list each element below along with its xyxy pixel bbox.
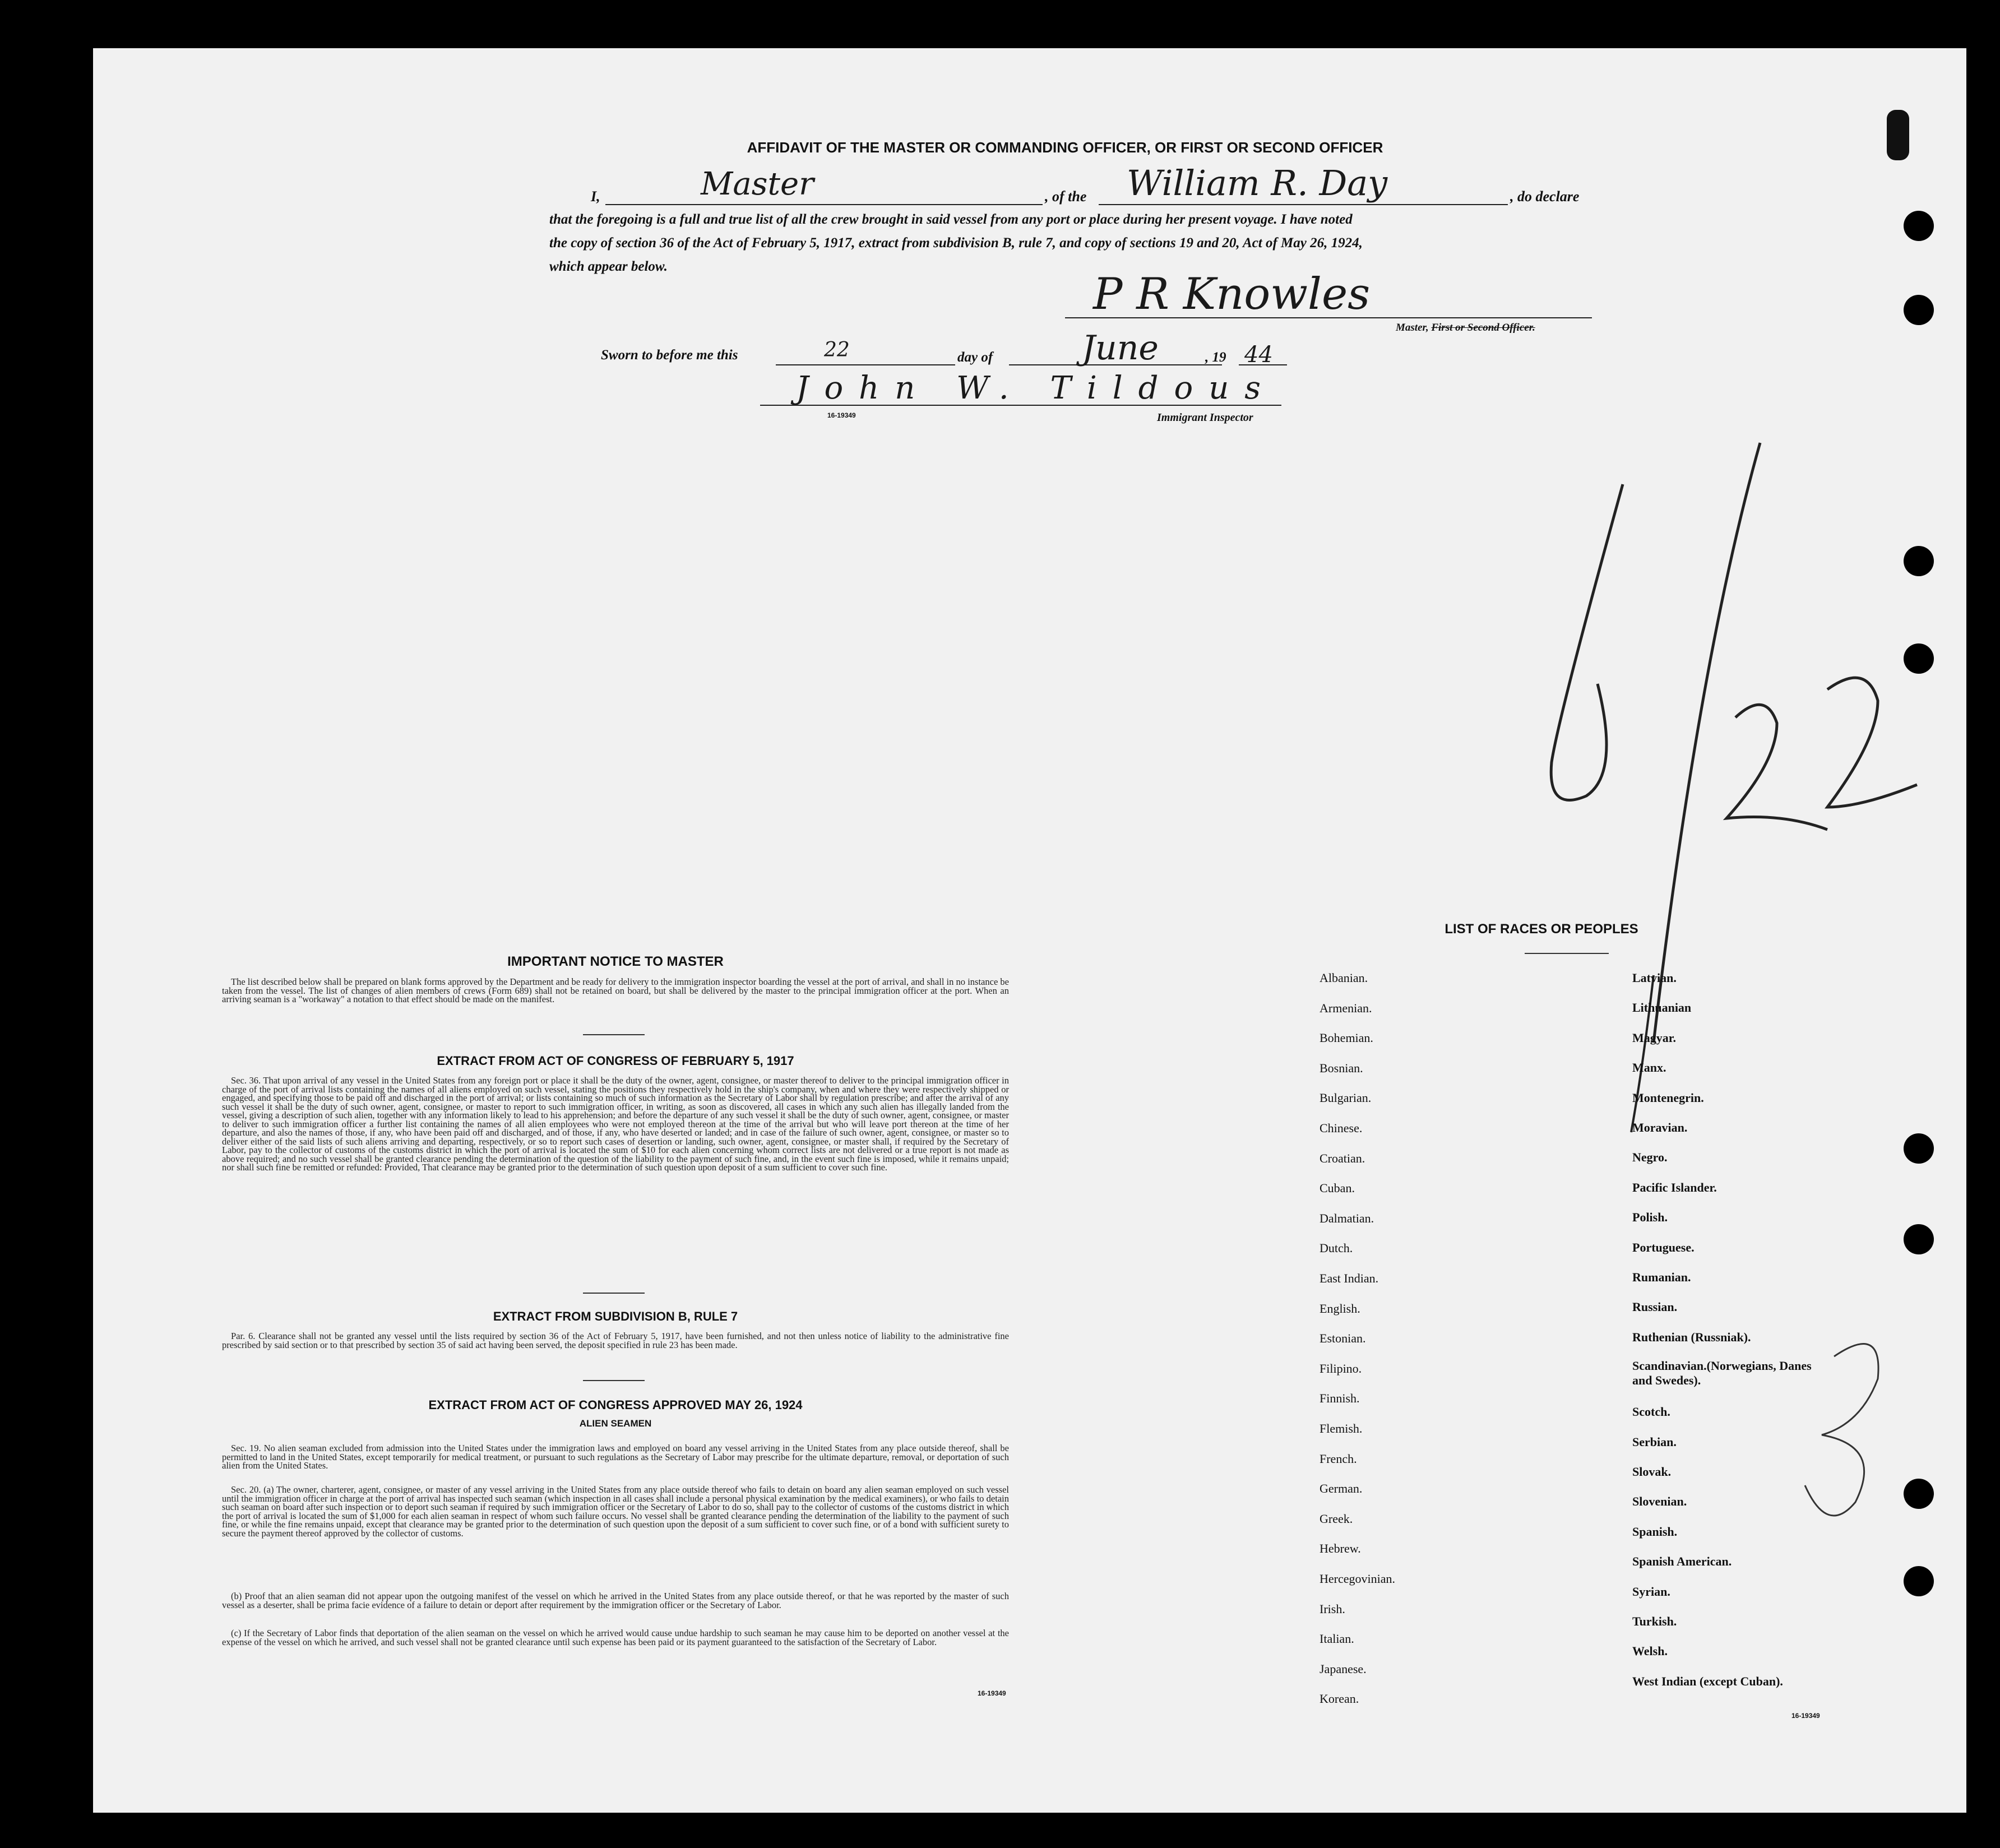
race-item: Albanian. [1320, 971, 1368, 985]
caption-officers: First or Second Officer. [1431, 322, 1535, 334]
caption-master: Master, [1396, 322, 1429, 334]
race-item: Dalmatian. [1320, 1211, 1374, 1225]
handwritten-day: 22 [824, 339, 850, 362]
affidavit-line-3: the copy of section 36 of the Act of February 5, 1917, extract from subdivision B, rule 7, and copy of sections 19 and 20, Act of May 26, 1924, [549, 235, 1363, 251]
race-item: Spanish. [1632, 1524, 1678, 1539]
handwritten-rank: Master [701, 166, 814, 202]
race-item: Bulgarian. [1320, 1091, 1372, 1105]
race-item: Turkish. [1632, 1614, 1677, 1628]
race-item: French. [1320, 1451, 1357, 1466]
vessel-blank [1099, 204, 1508, 205]
notice-body: The list described below shall be prepared on blank forms approved by the Department and be ready for delivery to the immigration inspector boarding the vessel at the port of arrival, and shall in no instance be taken from the vessel. The list of changes of alien members of crews (Form 689) shall not be retained on board, but shall be delivered by the master to the principal immigration officer at the port. When an arriving seaman is a "workaway" a notation to that effect should be made on the manifest. [222, 976, 1009, 1004]
race-item: Bosnian. [1320, 1060, 1363, 1075]
race-item: Japanese. [1320, 1661, 1367, 1676]
race-item: Estonian. [1320, 1331, 1366, 1346]
race-item: Portuguese. [1632, 1240, 1695, 1254]
race-item: German. [1320, 1481, 1363, 1496]
punch-hole [1904, 211, 1934, 241]
races-form-number: 16-19349 [1791, 1712, 1820, 1720]
pencil-annotation [1513, 426, 1939, 1659]
race-item: Polish. [1632, 1210, 1668, 1225]
affidavit-title: AFFIDAVIT OF THE MASTER OR COMMANDING OFFICER, OR FIRST OR SECOND OFFICER [747, 139, 1383, 156]
race-item: Filipino. [1320, 1361, 1362, 1375]
race-item: English. [1320, 1301, 1360, 1316]
sec-20b-body: (b) Proof that an alien seaman did not appear upon the outgoing manifest of the vessel on which he arrived in the United States from any place outside thereof, or that he was reported by the master of such vessel as a deserter, shall be prima facie evidence of a failure to detain or deport after requirement by the immigration officer or the Secretary of Labor. [222, 1591, 1009, 1610]
inspector-line [760, 405, 1281, 406]
inspector-caption: Immigrant Inspector [1157, 411, 1253, 424]
inspector-signature: John W. Tildous [796, 370, 1277, 406]
form-number: 16-19349 [978, 1689, 1006, 1697]
race-item: Italian. [1320, 1632, 1354, 1646]
signature-line [1065, 317, 1592, 318]
race-item: West Indian (except Cuban). [1632, 1674, 1783, 1688]
day-blank [776, 364, 955, 365]
rank-blank [605, 204, 1043, 205]
sec-20a-body: Sec. 20. (a) The owner, charterer, agent, consignee, or master of any vessel arriving in the United States from any place outside thereof who fails to detain on board any alien seaman employed on such vessel until the immigration officer in charge at the port of arrival has inspected such seaman (which inspection in all cases shall include a personal physical examination by the medical examiners), or who fails to detain such seaman on board after such inspection or to deport such seaman if required by such immigration officer or the Secretary of Labor to do so, shall pay to the collector of customs of the customs district in which the port of arrival is located the sum of $1,000 for each alien seaman in respect of whom such failure occurs. No vessel shall be granted clearance pending the determination of the liability to the payment of such fine, or while the fine remains unpaid, except that clearance may be granted prior to the determination of such question upon the deposit of a sum sufficient to cover such fine, or of a bond with sufficient surety to secure the payment thereof approved by the collector of customs. [222, 1484, 1009, 1539]
race-item: Spanish American. [1632, 1554, 1732, 1569]
race-item: Ruthenian (Russniak). [1632, 1330, 1751, 1344]
race-item: Montenegrin. [1632, 1090, 1704, 1105]
affidavit-line-2: that the foregoing is a full and true list of all the crew brought in said vessel from any port or place during her present voyage. I have noted [549, 212, 1353, 227]
divider [583, 1293, 645, 1294]
race-item: Croatian. [1320, 1151, 1365, 1165]
extract-1917-title: EXTRACT FROM ACT OF CONGRESS OF FEBRUARY 5, 1917 [437, 1054, 794, 1068]
extract-1924-subtitle: ALIEN SEAMEN [579, 1418, 652, 1429]
handwritten-vessel: William R. Day [1127, 163, 1388, 203]
race-item: Bohemian. [1320, 1031, 1373, 1045]
race-item: East Indian. [1320, 1271, 1379, 1285]
master-signature: P R Knowles [1093, 269, 1371, 319]
race-item: Rumanian. [1632, 1270, 1691, 1284]
race-item: Moravian. [1632, 1120, 1688, 1134]
race-item: Scandinavian.(Norwegians, Danes and Swedes). [1632, 1359, 1812, 1388]
race-item: Magyar. [1632, 1030, 1677, 1045]
race-item: Lithuanian [1632, 1001, 1692, 1015]
extract-rule7-body: Par. 6. Clearance shall not be granted any vessel until the lists required by section 36 of the Act of February 5, 1917, have been furnished, and not then unless notice of liability to the administrative fine prescribed by said section or to that prescribed by section 35 of said act having been served, the deposit specified in rule 23 has been made. [222, 1331, 1009, 1350]
sec-19-body: Sec. 19. No alien seaman excluded from admission into the United States under the immigration laws and employed on board any vessel arriving in the United States from any place outside thereof, shall be permitted to land in the United States, except temporarily for medical treatment, or pursuant to such regulations as the Secretary of Labor may prescribe for the ultimate departure, removal, or deportation of such alien from the United States. [222, 1443, 1009, 1471]
race-item: Cuban. [1320, 1181, 1355, 1196]
races-title-rule [1525, 953, 1609, 954]
affidavit-line-4: which appear below. [549, 259, 668, 274]
extract-rule7-title: EXTRACT FROM SUBDIVISION B, RULE 7 [493, 1309, 738, 1323]
race-item: Serbian. [1632, 1434, 1677, 1449]
races-title: LIST OF RACES OR PEOPLES [1445, 921, 1638, 937]
race-item: Welsh. [1632, 1644, 1668, 1659]
race-item: Russian. [1632, 1300, 1678, 1314]
form-number-small: 16-19349 [827, 411, 856, 419]
race-item: Chinese. [1320, 1121, 1363, 1135]
notice-title: IMPORTANT NOTICE TO MASTER [507, 954, 724, 969]
sworn-text-a: Sworn to before me this [601, 348, 738, 363]
sworn-text-b: day of [957, 350, 993, 365]
signature-caption [1396, 322, 1535, 334]
race-item: Hercegovinian. [1320, 1572, 1395, 1586]
divider [583, 1380, 645, 1381]
race-item: Korean. [1320, 1692, 1359, 1706]
binding-clip [1887, 110, 1909, 160]
handwritten-year: 44 [1244, 342, 1273, 368]
race-item: Armenian. [1320, 1001, 1372, 1015]
sworn-text-c: , 19 [1205, 350, 1226, 365]
race-item: Slovak. [1632, 1465, 1672, 1479]
affidavit-of-the: , of the [1045, 188, 1087, 205]
race-item: Slovenian. [1632, 1494, 1687, 1509]
race-item: Syrian. [1632, 1584, 1670, 1599]
affidavit-i: I, [591, 188, 600, 205]
race-item: Finnish. [1320, 1391, 1360, 1406]
punch-hole [1904, 295, 1934, 325]
race-item: Scotch. [1632, 1405, 1670, 1419]
divider [583, 1034, 645, 1035]
race-item: Negro. [1632, 1150, 1668, 1165]
race-item: Manx. [1632, 1060, 1666, 1075]
race-item: Latvian. [1632, 971, 1677, 985]
extract-1924-title: EXTRACT FROM ACT OF CONGRESS APPROVED MAY 26, 1924 [428, 1398, 803, 1412]
race-item: Hebrew. [1320, 1541, 1361, 1556]
affidavit-do-declare: , do declare [1510, 188, 1580, 205]
race-item: Greek. [1320, 1511, 1353, 1526]
extract-1917-body: Sec. 36. That upon arrival of any vessel in the United States from any foreign port or place it shall be the duty of the owner, agent, consignee, or master thereof to deliver to the principal immigration officer in charge of the port of arrival lists containing the names of all aliens employed on such vessel, stating the positions they respectively hold in the ship's company, when and where they were respectively shipped or engaged, and specifying those to be paid off and discharged in the port of arrival; or lists containing so much of such information as the Secretary of Labor shall by regulation prescribe; and after the arrival of any such vessel it shall be the duty of such owner, agent, consignee, or master to report to such immigration officer, in writing, as soon as discovered, all cases in which any such alien has illegally landed from the vessel, giving a description of such alien, together with any information likely to lead to his apprehension; and before the departure of any such vessel it shall be the duty of such owner, agent, consignee, or master to deliver to such immigration officer a further list containing the names of all alien employees who were not employed thereon at the time of the arrival but who will leave port thereon at the time of her departure, and also the names of those, if any, who have been paid off and discharged, and of those, if any, who have deserted or landed; and in case of the failure of such owner, agent, consignee, or master so to deliver either of the said lists of such aliens arriving and departing, respectively, or so to report such cases of desertion or landing, such owner, agent, consignee, or master shall, if required by the Secretary of Labor, pay to the collector of customs of the customs district in which the port of arrival is located the sum of $10 for each alien concerning whom correct lists are not delivered or a true report is not made as above required; and no such vessel shall be granted clearance pending the determination of the question of the liability to the payment of such fine, and, in the event such fine is imposed, while it remains unpaid; nor shall such fine be remitted or refunded: Provided, That clearance may be granted prior to the determination of such question upon deposit of a sum sufficient to cover such fine. [222, 1075, 1009, 1173]
sec-20c-body: (c) If the Secretary of Labor finds that deportation of the alien seaman on the vessel on which he arrived would cause undue hardship to such seaman he may cause him to be deported on another vessel at the expense of the vessel on which he arrived, and such vessel shall not be granted clearance until such expense has been paid or its payment guaranteed to the satisfaction of the Secretary of Labor. [222, 1628, 1009, 1647]
handwritten-month: June [1082, 328, 1159, 368]
year-blank [1239, 364, 1287, 365]
race-item: Irish. [1320, 1601, 1345, 1616]
race-item: Dutch. [1320, 1241, 1353, 1256]
race-item: Pacific Islander. [1632, 1180, 1717, 1194]
race-item: Flemish. [1320, 1421, 1363, 1435]
